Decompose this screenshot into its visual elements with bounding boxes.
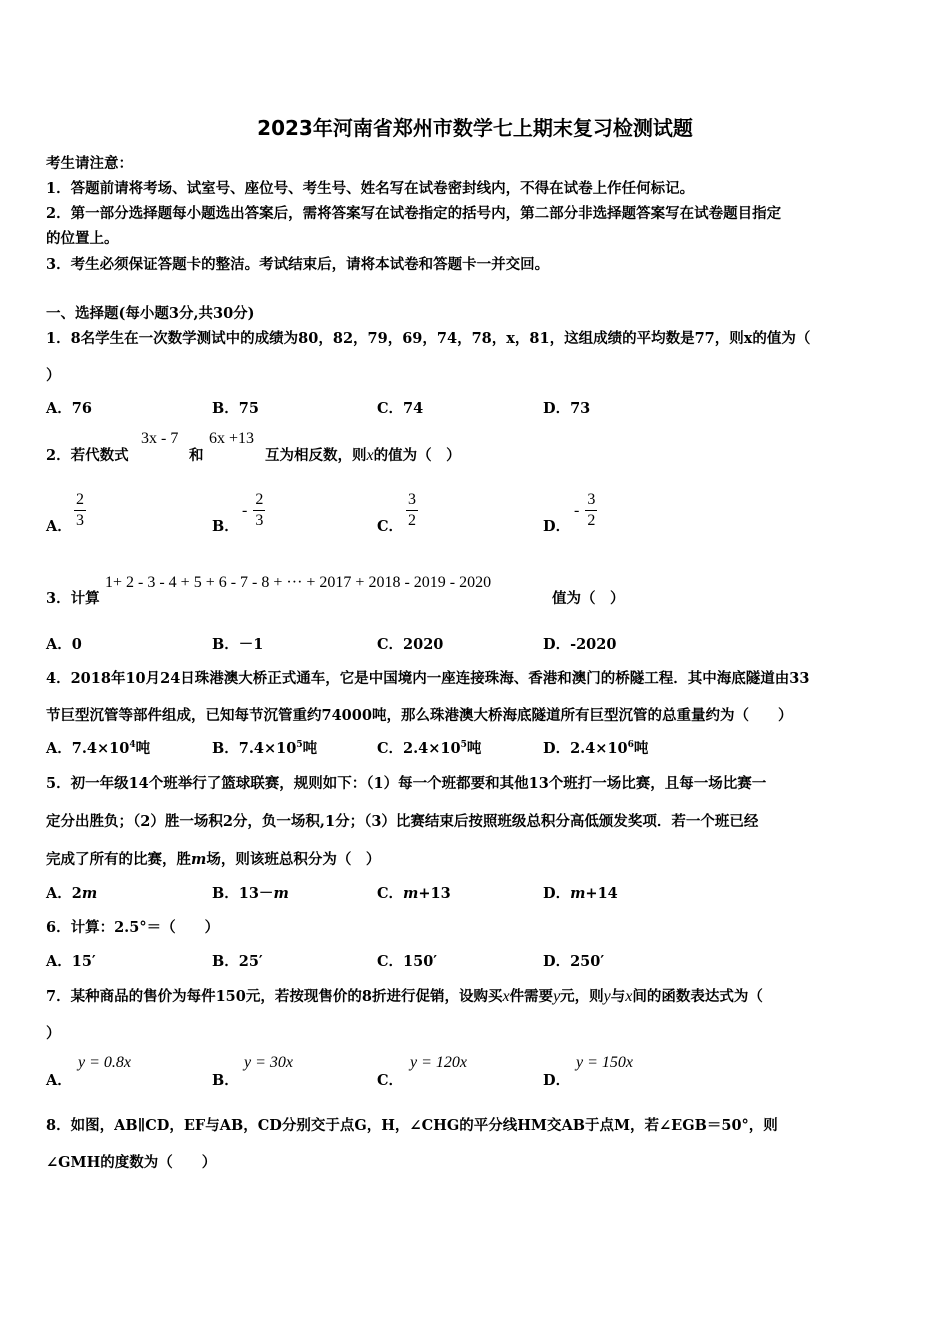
- q2-expression-1: 3x - 7: [141, 430, 179, 447]
- unit: 吨: [466, 740, 482, 757]
- q7-option-b-label: B．: [212, 1072, 239, 1089]
- variable: m: [403, 885, 419, 902]
- q5-option-b: [212, 882, 289, 903]
- q7-option-c-label: C．: [377, 1072, 404, 1089]
- q3-option-c: C．2020: [377, 636, 444, 653]
- unit: 吨: [135, 740, 151, 757]
- exponent: 6: [627, 740, 634, 751]
- q2-and: 和: [189, 447, 204, 464]
- fraction: [74, 490, 86, 531]
- q2-variable: x: [366, 447, 374, 464]
- q7-option-a: y = 0.8x: [78, 1054, 131, 1071]
- q3-option-b: B．－1: [212, 636, 264, 653]
- question-8-cont: ∠GMH的度数为（ ）: [46, 1154, 217, 1171]
- fraction: [406, 490, 418, 531]
- q6-option-b: B．25′: [212, 953, 263, 970]
- q2-option-d: [574, 490, 597, 531]
- q2-option-c-label: C．: [377, 518, 404, 535]
- q1-option-d: D．73: [543, 400, 591, 417]
- q2-suffix: [265, 444, 461, 465]
- q7-var-y: y: [553, 988, 561, 1005]
- q5-option-a: [46, 882, 97, 903]
- section-heading: 一、选择题(每小题3分,共30分): [46, 305, 255, 322]
- question-1: 1．8名学生在一次数学测试中的成绩为80，82，79，69，74，78，x，81，这组成绩的平均数是77，则x的值为（: [46, 330, 811, 347]
- q2-option-a-label: A．: [46, 518, 72, 535]
- q3-expression: 1+ 2 - 3 - 4 + 5 + 6 - 7 - 8 + ··· + 2017 + 2018 - 2019 - 2020: [105, 574, 492, 591]
- q4-option-c: [377, 737, 481, 758]
- q6-option-c: C．150′: [377, 953, 438, 970]
- q7-var-x: x: [502, 988, 510, 1005]
- q1-option-b: B．75: [212, 400, 259, 417]
- question-5-cont-2: [46, 848, 380, 869]
- q4-option-a: [46, 737, 150, 758]
- q5-option-d: [543, 882, 618, 903]
- question-5: 5．初一年级14个班举行了篮球联赛，规则如下：（1）每一个班都要和其他13个班打一场比赛，且每一场比赛一: [46, 775, 767, 792]
- fraction: [253, 490, 265, 531]
- question-2-prefix: 2．若代数式: [46, 447, 129, 464]
- q5-variable: m: [191, 851, 207, 868]
- question-4: 4．2018年10月24日珠港澳大桥正式通车，它是中国境内一座连接珠海、香港和澳门的桥隧工程．其中海底隧道由33: [46, 670, 810, 687]
- notice-item-3: 3．考生必须保证答题卡的整洁。考试结束后，请将本试卷和答题卡一并交回。: [46, 256, 550, 273]
- q7-text-4: 与: [610, 988, 626, 1005]
- q2-option-b: [242, 490, 265, 531]
- minus-sign: -: [574, 501, 580, 519]
- exponent: 5: [460, 740, 467, 751]
- option-text: +14: [585, 885, 618, 902]
- denominator: 2: [408, 512, 416, 529]
- q2-option-b-label: B．: [212, 518, 239, 535]
- option-text: B．7.4×10: [212, 740, 297, 757]
- numerator: 2: [253, 490, 265, 511]
- denominator: 3: [255, 512, 264, 529]
- q7-var-y-2: y: [603, 988, 611, 1005]
- q2-expression-2: 6x +13: [209, 430, 255, 447]
- notice-item-2: 2．第一部分选择题每小题选出答案后，需将答案写在试卷指定的括号内，第二部分非选择题答案写在试卷题目指定: [46, 205, 782, 222]
- option-text: A．2: [46, 885, 82, 902]
- q1-option-a: A．76: [46, 400, 92, 417]
- q4-option-d: [543, 737, 648, 758]
- q5-text-tail: 场，则该班总积分为（ ）: [206, 851, 381, 868]
- q5-text: 完成了所有的比赛，胜: [46, 851, 191, 868]
- notice-item-2-cont: 的位置上。: [46, 230, 119, 247]
- q6-option-d: D．250′: [543, 953, 605, 970]
- q3-option-d: D．-2020: [543, 636, 617, 653]
- numerator: 3: [406, 490, 418, 511]
- q3-option-a: A．0: [46, 636, 82, 653]
- question-5-cont-1: 定分出胜负；（2）胜一场积2分，负一场积,1分；（3）比赛结束后按照班级总积分高低颁发奖项．若一个班已经: [46, 813, 759, 830]
- unit: 吨: [302, 740, 318, 757]
- question-4-cont: 节巨型沉管等部件组成，已知每节沉管重约74000吨，那么珠港澳大桥海底隧道所有巨型沉管的总重量约为（ ）: [46, 707, 793, 724]
- variable: m: [273, 885, 289, 902]
- page-title: 2023年河南省郑州市数学七上期末复习检测试题: [257, 116, 693, 140]
- option-text: C．2.4×10: [377, 740, 461, 757]
- q7-option-c: y = 120x: [410, 1054, 467, 1071]
- q6-option-a: A．15′: [46, 953, 96, 970]
- numerator: 2: [74, 490, 86, 511]
- q7-option-b: y = 30x: [244, 1054, 293, 1071]
- numerator: 3: [585, 490, 597, 511]
- q7-text-5: 间的函数表达式为（: [632, 988, 763, 1005]
- question-3-prefix: 3．计算: [46, 590, 100, 607]
- q2-option-c: [406, 490, 418, 531]
- question-7: [46, 985, 763, 1006]
- option-text: A．7.4×10: [46, 740, 130, 757]
- q2-option-d-label: D．: [543, 518, 571, 535]
- notice-header: 考生请注意：: [46, 155, 133, 172]
- q3-suffix: 值为（ ）: [552, 590, 625, 607]
- notice-item-1: 1．答题前请将考场、试室号、座位号、考生号、姓名写在试卷密封线内，不得在试卷上作任何标记。: [46, 180, 695, 197]
- option-text: D．2.4×10: [543, 740, 628, 757]
- question-1-cont: ）: [46, 367, 61, 384]
- exponent: 5: [296, 740, 303, 751]
- variable: m: [570, 885, 586, 902]
- q7-option-d-label: D．: [543, 1072, 571, 1089]
- q7-var-x-2: x: [625, 988, 633, 1005]
- q4-option-b: [212, 737, 317, 758]
- q7-text: 7．某种商品的售价为每件150元，若按现售价的8折进行促销，设购买: [46, 988, 503, 1005]
- q2-suffix-tail: 的值为（ ）: [373, 447, 461, 464]
- q1-option-c: C．74: [377, 400, 424, 417]
- q7-text-2: 件需要: [509, 988, 554, 1005]
- q2-option-a: [74, 490, 86, 531]
- minus-sign: -: [242, 501, 248, 519]
- option-text: +13: [418, 885, 451, 902]
- denominator: 3: [76, 512, 84, 529]
- option-text: B．13－: [212, 885, 274, 902]
- question-8: 8．如图，AB∥CD，EF与AB，CD分别交于点G，H，∠CHG的平分线HM交AB于点M，若∠EGB＝50°，则: [46, 1117, 778, 1134]
- variable: m: [81, 885, 98, 902]
- q7-option-a-label: A．: [46, 1072, 72, 1089]
- q7-text-3: 元，则: [560, 988, 604, 1005]
- q2-suffix-text: 互为相反数，则: [265, 447, 367, 464]
- denominator: 2: [587, 512, 596, 529]
- fraction: [585, 490, 597, 531]
- option-label: C．: [377, 885, 404, 902]
- option-label: D．: [543, 885, 571, 902]
- unit: 吨: [633, 740, 649, 757]
- question-7-cont: ）: [46, 1025, 61, 1042]
- question-6: 6．计算：2.5°＝（ ）: [46, 919, 220, 936]
- exponent: 4: [129, 740, 136, 751]
- q7-option-d: y = 150x: [576, 1054, 633, 1071]
- q5-option-c: [377, 882, 451, 903]
